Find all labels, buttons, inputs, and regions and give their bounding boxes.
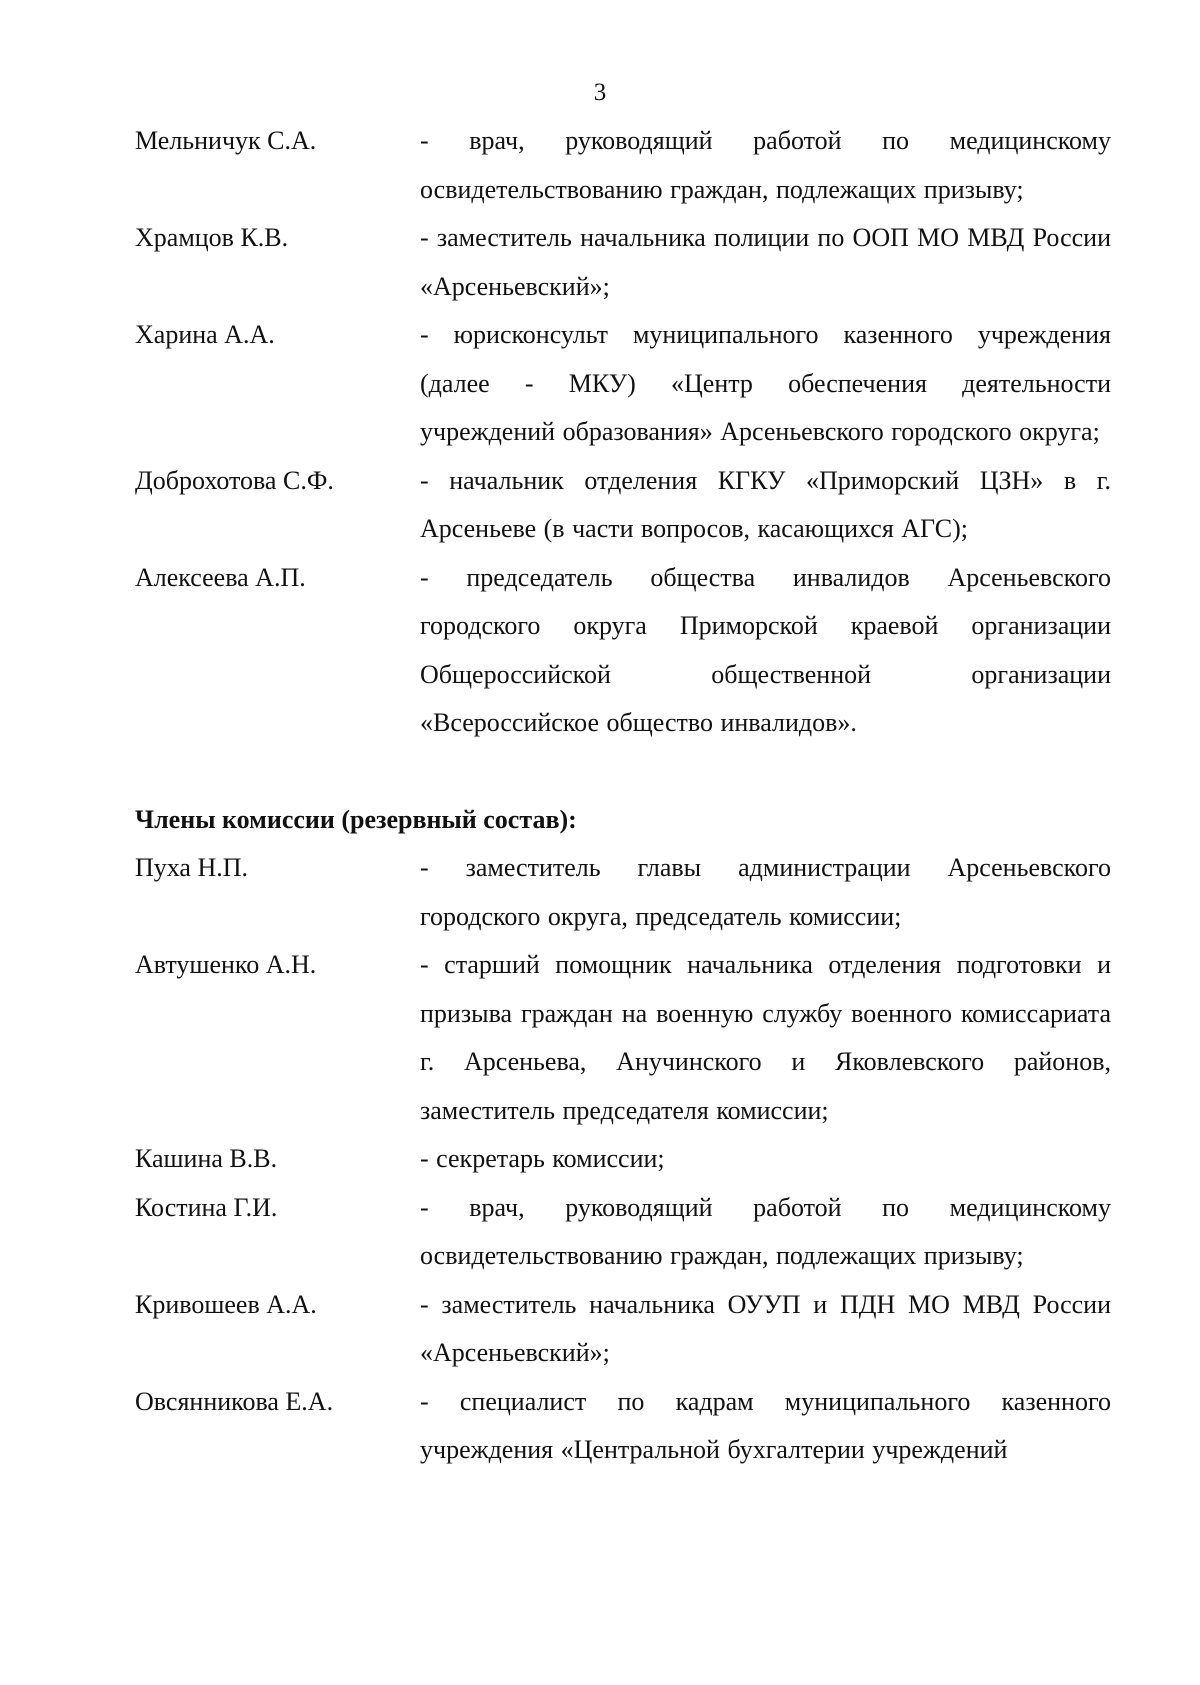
member-entry-khramtsov: [135, 214, 1111, 311]
member-role: - заместитель начальника полиции по ООП МО МВД России «Арсеньевский»;: [420, 223, 1111, 301]
member-name: Кривошеев А.А.: [135, 1289, 317, 1319]
member-name: Кашина В.В.: [135, 1144, 278, 1173]
member-role: - секретарь комиссии;: [420, 1144, 665, 1173]
member-role: - заместитель главы администрации Арсеньевского городского округа, председатель комиссии;: [420, 853, 1111, 931]
page-number: 3: [593, 79, 607, 106]
member-name: Храмцов К.В.: [135, 223, 289, 252]
member-role: - врач, руководящий работой по медицинскому освидетельствованию граждан, подлежащих призыву;: [420, 126, 1111, 204]
member-role: - начальник отделения КГКУ «Приморский ЦЗН» в г. Арсеньеве (в части вопросов, касающихся АГС);: [420, 465, 1111, 543]
member-role: - юрисконсульт муниципального казенного учреждения (далее - МКУ) «Центр обеспечения деятельности учреждений образования» Арсеньевского городского округа;: [420, 320, 1111, 446]
member-name: Алексеева А.П.: [135, 562, 306, 592]
member-role: - специалист по кадрам муниципального казенного учреждения «Центральной бухгалтерии учреждений: [420, 1386, 1111, 1464]
reserve-entry-avtushenko: [135, 941, 1111, 1135]
member-name: Доброхотова С.Ф.: [135, 465, 334, 495]
member-role: - заместитель начальника ОУУП и ПДН МО МВД России «Арсеньевский»;: [420, 1289, 1111, 1367]
reserve-entry-krivosheev: [135, 1281, 1111, 1378]
member-name: Костина Г.И.: [135, 1192, 278, 1222]
member-name: Пуха Н.П.: [135, 853, 249, 882]
member-role: - врач, руководящий работой по медицинскому освидетельствованию граждан, подлежащих призыву;: [420, 1192, 1111, 1270]
reserve-entry-pukha: [135, 844, 1111, 941]
member-name: Овсянникова Е.А.: [135, 1386, 334, 1416]
reserve-section-title: Члены комиссии (резервный состав):: [135, 804, 577, 834]
member-entry-dobrokhotova: [135, 457, 1111, 554]
reserve-entry-kostina: [135, 1184, 1111, 1281]
member-role: - старший помощник начальника отделения подготовки и призыва граждан на военную службу военного комиссариата г. Арсеньева, Анучинского и Яковлевского районов, заместитель председателя комиссии;: [420, 950, 1111, 1125]
member-name: Мельничук С.А.: [135, 126, 317, 155]
member-role: - председатель общества инвалидов Арсеньевского городского округа Приморской краевой организации Общероссийской общественной организации «Всероссийское общество инвалидов».: [420, 562, 1111, 737]
member-entry-alekseeva: [135, 554, 1111, 748]
member-entry-melnichuk: [135, 117, 1111, 214]
reserve-entry-ovsyannikova: [135, 1378, 1111, 1475]
member-name: Автушенко А.Н.: [135, 950, 317, 979]
document-content: [135, 117, 1111, 1475]
member-entry-kharina: [135, 311, 1111, 457]
member-name: Харина А.А.: [135, 320, 275, 349]
reserve-entry-kashina: [135, 1135, 1111, 1184]
